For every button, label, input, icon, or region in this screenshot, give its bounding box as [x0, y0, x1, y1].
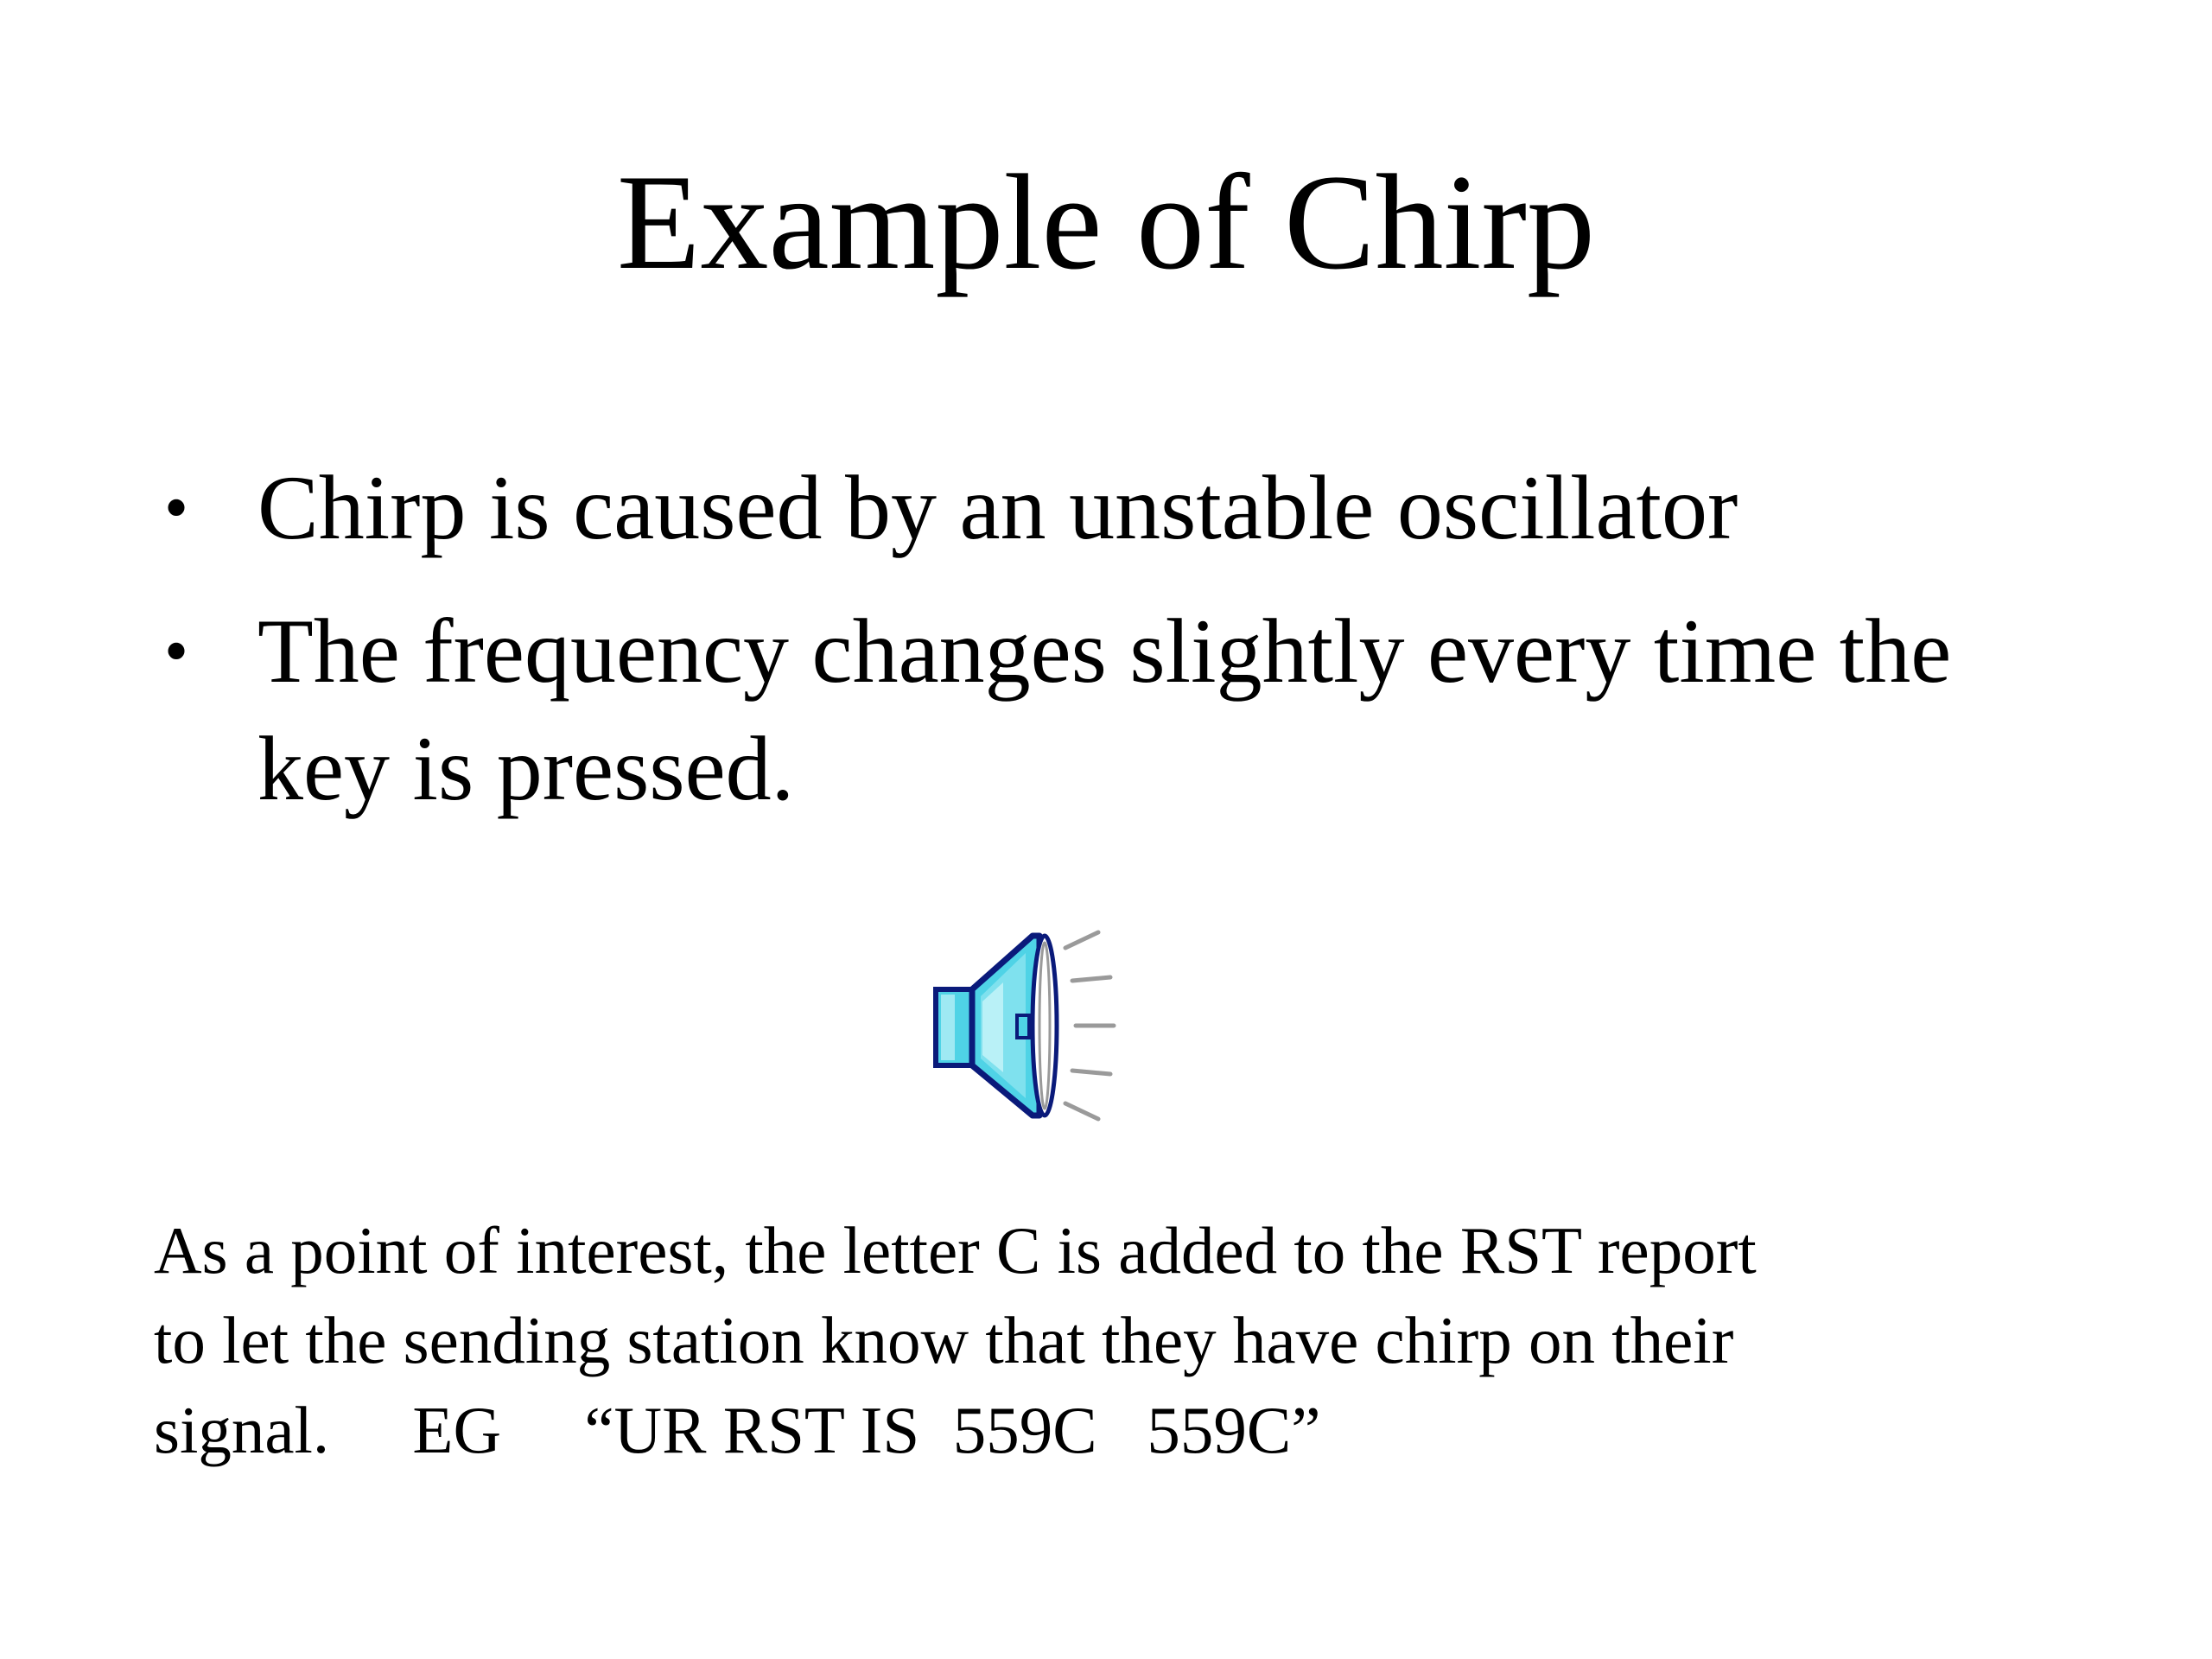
bullet-item	[164, 449, 2065, 567]
chirp-note	[154, 1205, 2141, 1475]
note-line: to let the sending station know that they have chirp on their	[154, 1303, 1734, 1377]
bullet-list	[164, 449, 2065, 854]
slide-title: Example of Chirp	[616, 147, 1596, 298]
bullet-marker: •	[164, 613, 189, 690]
bullet-text: Chirp is caused by an unstable oscillator	[257, 457, 1738, 558]
bullet-marker: •	[164, 470, 189, 546]
note-line: As a point of interest, the letter C is added to the RST report	[154, 1213, 1757, 1287]
note-line: signal. EG “UR RST IS 559C 559C”	[154, 1393, 1321, 1467]
bullet-text: The frequency changes slightly every time the key is pressed.	[257, 601, 1952, 819]
bullet-item	[164, 593, 2065, 828]
speaker-icon[interactable]	[929, 929, 1132, 1123]
